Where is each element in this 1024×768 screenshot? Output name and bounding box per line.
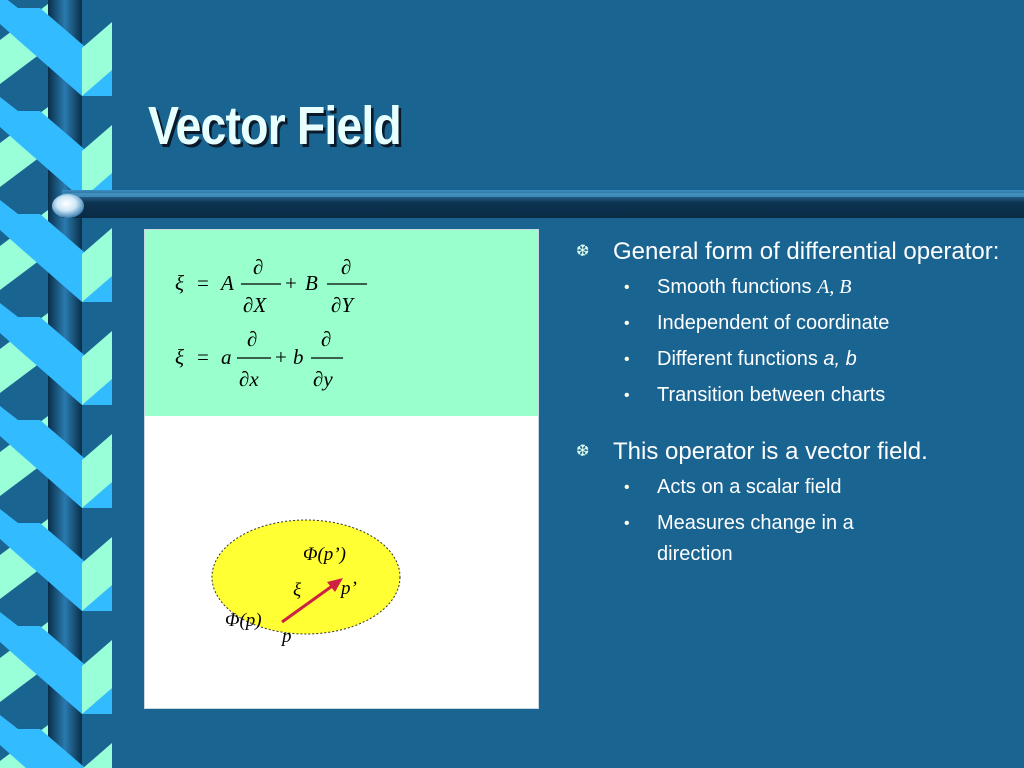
ribbon-segment [0,303,18,349]
eq2-coef-a: a [221,345,232,369]
ribbon-segment [0,612,18,658]
eq1-lhs: ξ [175,271,184,295]
bullet-text: Independent of coordinate [657,312,890,334]
eq2-num2: ∂ [321,327,332,351]
label-p-prime: p’ [341,578,357,599]
ribbon-segment [0,200,18,246]
label-xi: ξ [293,580,302,601]
eq1-coef-b: B [305,271,318,295]
eq1-den2: ∂Y [331,293,354,317]
ribbon-segment [0,509,18,555]
eq2-den2: ∂y [313,367,333,391]
label-phi-p-prime: Φ(p’) [303,544,346,565]
bullet-text: Different functions [657,348,824,370]
snowflake-icon: ❆ [576,243,590,260]
eq1-den1: ∂X [243,293,267,317]
bullet-emphasis: A, B [817,276,852,298]
bullet-level2 [572,472,1002,503]
dot-icon: • [624,315,630,332]
bullet-text: This operator is a vector field. [613,438,928,465]
label-phi-p: Φ(p) [225,610,262,631]
title-rule-knob [52,194,84,218]
bullet-level1 [572,436,1002,468]
eq2-num1: ∂ [247,327,258,351]
dot-icon: • [624,351,630,368]
ribbon-segment [82,743,112,768]
bullet-text: Smooth functions [657,276,818,298]
eq1-num2: ∂ [341,255,352,279]
eq2-equals: = [197,345,209,369]
bullet-level2 [572,344,1002,375]
ribbon-segment [0,97,18,143]
eq1-coef-a: A [221,271,234,295]
eq2-coef-b: b [293,345,304,369]
bullet-level1 [572,236,1002,268]
bullet-text: Transition between charts [657,384,886,406]
ribbon-segment [0,715,18,761]
eq1-equals: = [197,271,209,295]
bullet-text: Measures change in a direction [657,512,854,565]
eq1-num1: ∂ [253,255,264,279]
snowflake-icon: ❆ [576,443,590,460]
eq1-plus: + [285,271,297,295]
bullet-level2 [572,508,907,570]
ribbon-segment [0,406,18,452]
eq2-lhs: ξ [175,345,184,369]
formula-box [145,230,538,416]
dot-icon: • [624,387,630,404]
figure-panel [145,230,538,708]
dot-icon: • [624,279,630,296]
bullet-level2 [572,380,1002,411]
dot-icon: • [624,479,630,496]
label-p: p [282,626,292,647]
slide-title: Vector Field [148,96,401,156]
bullet-list [572,236,1002,575]
diagram-svg [145,416,538,708]
bullet-emphasis: a, b [823,348,857,370]
dot-icon: • [624,515,630,532]
bullet-level2 [572,308,1002,339]
bullet-level2 [572,272,1002,303]
eq2-plus: + [275,345,287,369]
eq2-den1: ∂x [239,367,259,391]
formula-svg [145,230,538,416]
bullet-text: General form of differential operator: [613,238,1000,265]
bullet-text: Acts on a scalar field [657,476,842,498]
